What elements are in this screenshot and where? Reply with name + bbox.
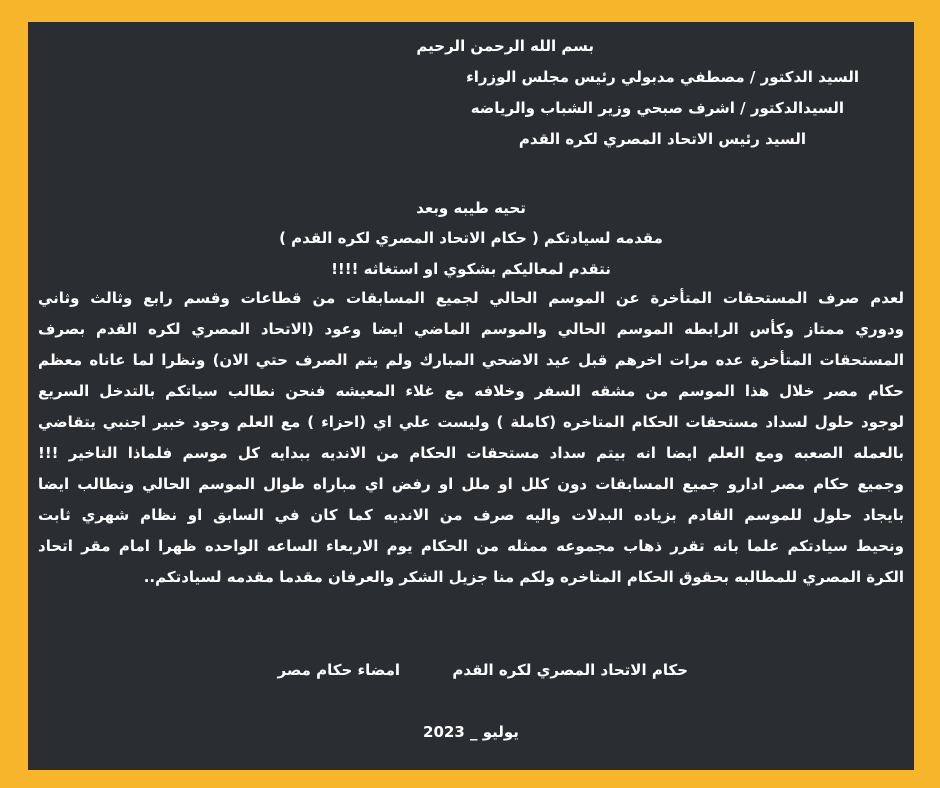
signature-left: حكام الاتحاد المصري لكره القدم: [452, 661, 688, 679]
body-line: المستحقات المتأخرة عده مرات اخرهم قبل عيد الاضحي المبارك ولم يتم الصرف حتي الان) ونظرا لما عاناه معظم: [38, 351, 904, 369]
body-line: الكرة المصري للمطالبه بحقوق الحكام المتاخره ولكم منا جزيل الشكر والعرفان مقدما مقدمه لسيادتكم..: [143, 568, 904, 586]
letter-panel: [28, 22, 914, 770]
recipient-line: السيد رئيس الاتحاد المصري لكره القدم: [518, 130, 806, 148]
body-line: لعدم صرف المستحقات المتأخرة عن الموسم الحالي لجميع المسابقات من قطاعات وقسم رابع وثالث وثاني: [38, 289, 904, 307]
basmala: بسم الله الرحمن الرحيم: [416, 37, 594, 55]
recipient-line: السيد الدكتور / مصطفي مدبولي رئيس مجلس الوزراء: [466, 68, 859, 86]
body-line: ونحيط سيادتكم علما بانه تقرر ذهاب مجموعه ممثله من الحكام يوم الاربعاء الساعه الواحده ظهرا امام مقر اتحاد: [38, 537, 904, 555]
body-line: ودوري ممتاز وكأس الرابطه الموسم الحالي والموسم الماضي ايضا وعود (الاتحاد المصري لكره القدم بصرف: [38, 320, 904, 338]
greeting: تحيه طيبه وبعد: [416, 199, 526, 217]
body-line: لوجود حلول لسداد مستحقات الحكام المتاخره (كاملة ) وليست علي اي (احزاء ) مع العلم وجود خبير اجنبي يتقاضي: [38, 413, 904, 431]
signature-right: امضاء حكام مصر: [277, 661, 400, 679]
body-line: بالعمله الصعبه ومع العلم ايضا انه بيتم سداد مستحقات الحكام من الانديه ببدايه كل موسم فلماذا التاخير !!!: [38, 444, 904, 462]
from-line: مقدمه لسيادتكم ( حكام الاتحاد المصري لكره القدم ): [279, 229, 663, 247]
body-line: حكام مصر خلال هذا الموسم من مشقه السفر وخلافه مع غلاء المعيشه فنحن نطالب سياتكم بالتدخل السريع: [38, 382, 904, 400]
body-line: بايجاد حلول للموسم القادم بزياده البدلات واليه صرف من الانديه كما كان في السابق او نظام شهري ثابت: [38, 506, 904, 524]
recipient-line: السيدالدكتور / اشرف صبحي وزير الشباب والرياضه: [470, 99, 844, 117]
purpose-line: نتقدم لمعاليكم بشكوي او استغاثه !!!!: [331, 260, 611, 278]
body-line: وجميع حكام مصر ادارو جميع المسابقات دون كلل او ملل او رفض اي مباراه طوال الموسم الحالي ونطالب ايضا: [38, 475, 904, 493]
letter-date: يوليو _ 2023: [423, 723, 519, 741]
